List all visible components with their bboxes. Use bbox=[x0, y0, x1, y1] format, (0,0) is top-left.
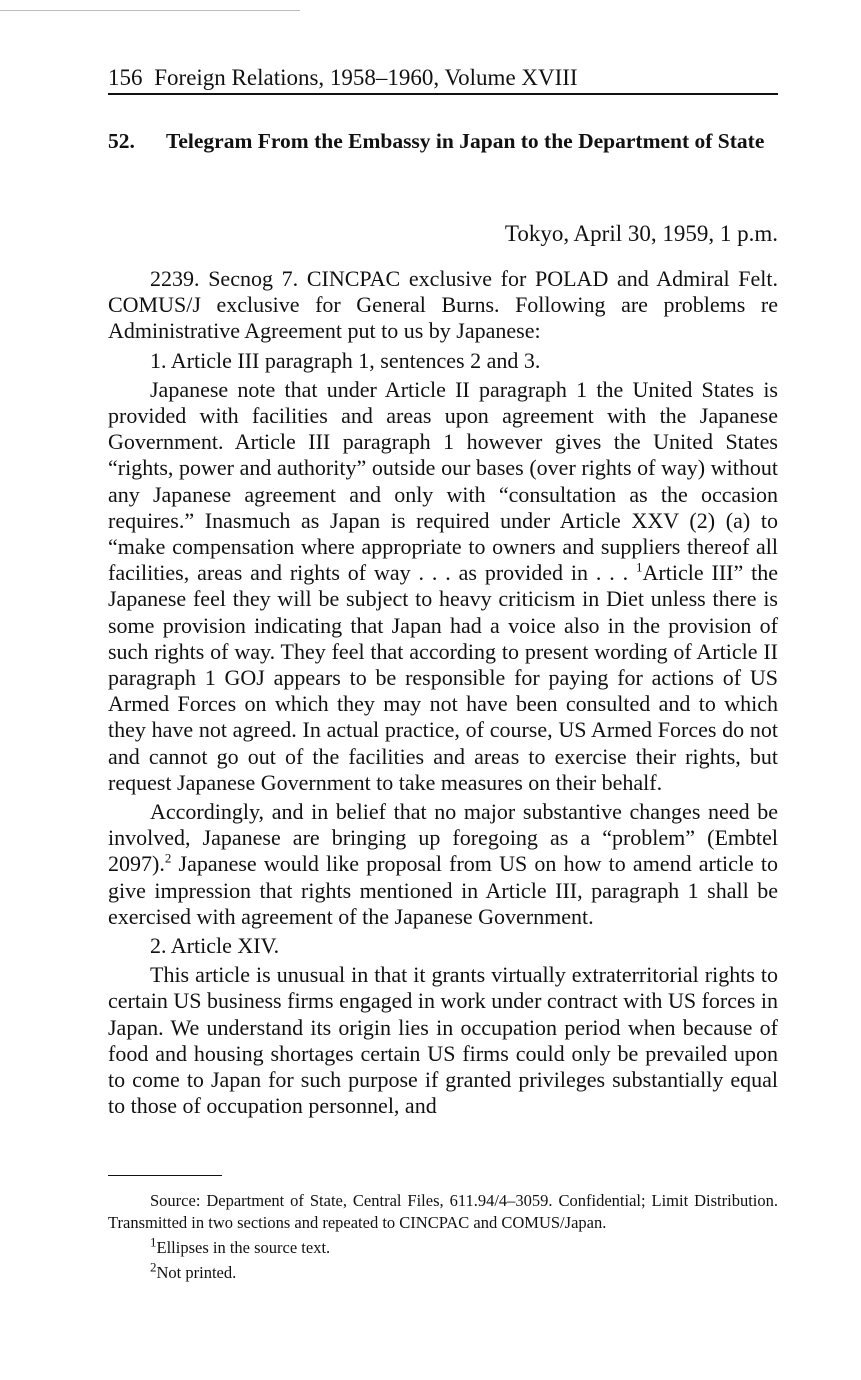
scan-edge-line bbox=[0, 10, 300, 11]
footnote-2-text: Not printed. bbox=[156, 1263, 237, 1282]
paragraph-4 bbox=[108, 799, 778, 930]
footnote-rule bbox=[108, 1175, 222, 1176]
paragraph-4-part-b: Japanese would like proposal from US on how to amend article to give impression that rights mentioned in Article III, paragraph 1 shall be exercised with agreement of the Japanese Government. bbox=[108, 851, 778, 929]
footnote-1 bbox=[108, 1234, 778, 1259]
footnote-ref-2: 2 bbox=[164, 851, 172, 867]
paragraph-6: This article is unusual in that it grants virtually extraterritorial rights to certain US business firms engaged in work under contract with US forces in Japan. We understand its origin lies in occupation period when because of food and housing shortages certain US firms could only be prevailed upon to come to Japan for such purpose if granted privileges substantially equal to those of occupation personnel, and bbox=[108, 962, 778, 1119]
footnote-2-mark: 2 bbox=[150, 1259, 157, 1275]
page-number: 156 bbox=[108, 65, 143, 90]
document-title: Telegram From the Embassy in Japan to the Department of State bbox=[166, 129, 765, 153]
document-number: 52. bbox=[108, 129, 135, 153]
document-body bbox=[108, 266, 778, 1123]
footnote-1-text: Ellipses in the source text. bbox=[156, 1238, 331, 1257]
footnote-ref-1: 1 bbox=[636, 559, 643, 575]
paragraph-3-part-b: Article III” the Japanese feel they will be subject to heavy criticism in Diet unless there is some provision indicating that Japan had a voice also in the provision of such rights of way. They feel that according to present wording of Article II paragraph 1 GOJ appears to be responsible for paying for actions of US Armed Forces on which they may not have been consulted and to which they have not agreed. In actual practice, of course, US Armed Forces do not and cannot go out of the facilities and areas to exercise their rights, but request Japanese Government to take measures on their behalf. bbox=[108, 560, 778, 795]
footnotes bbox=[108, 1190, 778, 1287]
dateline: Tokyo, April 30, 1959, 1 p.m. bbox=[504, 221, 778, 246]
footnote-1-mark: 1 bbox=[150, 1234, 157, 1250]
paragraph-5: 2. Article XIV. bbox=[150, 933, 280, 959]
source-note: Source: Department of State, Central Files, 611.94/4–3059. Confidential; Limit Distribution. Transmitted in two sections and repeated to CINCPAC and COMUS/Japan. bbox=[108, 1191, 778, 1232]
paragraph-4-part-a: Accordingly, and in belief that no major substantive changes need be involved, Japanese are bringing up foregoing as a “problem” (Embtel 2097). bbox=[108, 799, 778, 877]
running-header bbox=[108, 64, 778, 92]
header-rule bbox=[108, 93, 778, 95]
footnote-2 bbox=[108, 1259, 778, 1284]
running-title: Foreign Relations, 1958–1960, Volume XVIII bbox=[154, 65, 578, 90]
paragraph-1: 2239. Secnog 7. CINCPAC exclusive for POLAD and Admiral Felt. COMUS/J exclusive for General Burns. Following are problems re Administrative Agreement put to us by Japanese: bbox=[108, 266, 778, 344]
paragraph-3-part-a: Japanese note that under Article II paragraph 1 the United States is provided with facilities and areas upon agreement with the Japanese Government. Article III paragraph 1 however gives the United States “rights, power and authority” outside our bases (over rights of way) without any Japanese agreement and only with “consultation as the occasion requires.” Inasmuch as Japan is required under Article XXV (2) (a) to “make compensation where appropriate to owners and suppliers thereof all facilities, areas and rights of way . . . as provided in . . . bbox=[108, 376, 778, 586]
paragraph-3 bbox=[108, 377, 778, 796]
paragraph-2: 1. Article III paragraph 1, sentences 2 and 3. bbox=[150, 347, 541, 373]
